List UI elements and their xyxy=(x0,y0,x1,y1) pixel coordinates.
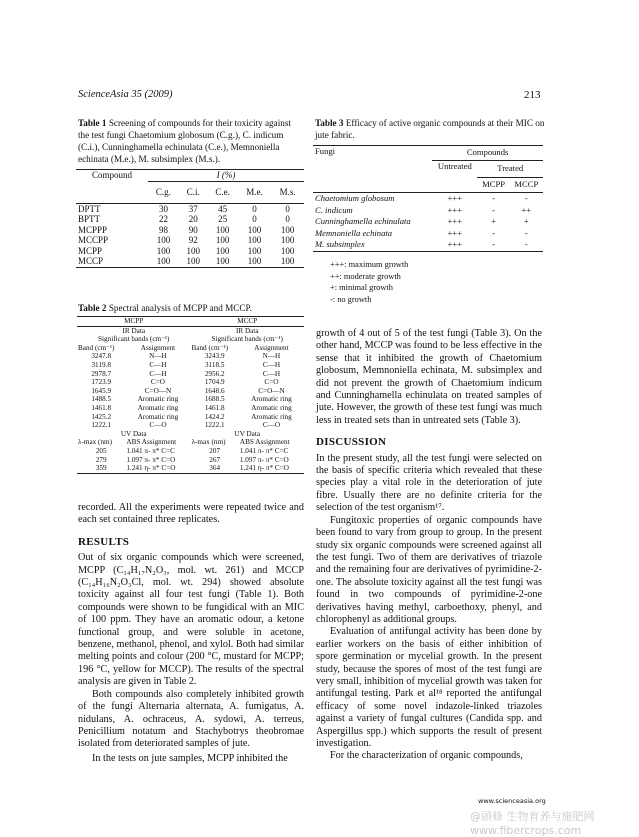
cell: 100 xyxy=(186,256,200,266)
legend-item: +: minimal growth xyxy=(330,283,393,292)
table3-caption-label: Table 3 xyxy=(315,118,344,128)
table-row xyxy=(77,352,304,361)
compound-name: DPTT xyxy=(78,203,101,214)
lmax: 364 xyxy=(209,464,221,473)
table-row xyxy=(77,464,304,473)
cell: 0 xyxy=(252,214,257,224)
abs-assignment: 1.041 π- π* C=C xyxy=(239,446,289,455)
compound-name: BPTT xyxy=(78,214,101,224)
watermark: @頭條 生物育养与施肥网 www.fibercrops.com xyxy=(470,810,595,837)
cell: +++ xyxy=(447,216,463,226)
band: 1688.5 xyxy=(204,395,225,404)
table1-subheader: C.e. xyxy=(208,181,238,203)
table1-header-group: I (%) xyxy=(216,170,236,180)
legend-item: ++: moderate growth xyxy=(330,271,401,281)
section-heading-discussion: DISCUSSION xyxy=(316,436,387,449)
cell: 100 xyxy=(215,224,230,235)
table1-subheader: C.i. xyxy=(179,181,208,203)
assignment: C—H xyxy=(262,369,281,378)
band: 1424.2 xyxy=(204,412,225,421)
band: 1222.1 xyxy=(91,421,112,430)
cell: 20 xyxy=(188,214,198,224)
table-row xyxy=(77,413,304,422)
cell: + xyxy=(491,216,496,226)
lmax: 279 xyxy=(95,455,107,464)
abs-assignment: 1.241 η- π* C=O xyxy=(239,464,289,473)
table-row xyxy=(77,387,304,396)
compound-name: MCPP xyxy=(78,245,103,256)
fungus-name: M. subsimplex xyxy=(315,239,365,249)
cell: 37 xyxy=(188,203,198,214)
table3 xyxy=(313,145,543,252)
lmax: 207 xyxy=(209,446,221,455)
band: 3247.8 xyxy=(91,352,112,361)
band: 1222.1 xyxy=(204,421,225,430)
table-row xyxy=(77,456,304,465)
cell: 90 xyxy=(188,224,198,235)
paragraph: In the present study, all the test fungi were selected on the basis of specific criteria which revealed that these species play a vital role in the deterioration of jute fibre. Usually there are no definite criteria for the selection of the test organism¹⁷. xyxy=(316,452,542,514)
table-row xyxy=(313,205,543,217)
cell: 100 xyxy=(280,245,295,256)
table-row xyxy=(76,203,304,214)
assignment: N—H xyxy=(262,352,281,361)
table-row xyxy=(76,235,304,246)
paragraph: For the characterization of organic compounds, xyxy=(330,750,523,762)
table-row xyxy=(77,395,304,404)
cell: 100 xyxy=(186,245,200,256)
cell: - xyxy=(492,239,495,249)
band: 2956.2 xyxy=(204,369,225,378)
compound-name: MCPPP xyxy=(78,224,108,235)
table-row xyxy=(76,214,304,225)
page-number: 213 xyxy=(524,89,541,101)
table-row xyxy=(76,256,304,267)
fungus-name: Memnoniella echinata xyxy=(315,227,393,238)
table3-header-treated: Treated xyxy=(477,161,543,178)
cell: 100 xyxy=(215,245,230,256)
table3-header-mccp: MCCP xyxy=(510,178,543,193)
cell: - xyxy=(524,193,528,203)
cell: 0 xyxy=(252,203,257,214)
left-column xyxy=(78,502,304,765)
paragraph: recorded. All the experiments were repeated twice and each set contained three replicates. xyxy=(78,502,304,526)
table3-header-fungi: Fungi xyxy=(315,146,336,156)
abs-assignment: 1.097 π- π* C=O xyxy=(126,455,176,464)
running-header: ScienceAsia 35 (2009) xyxy=(78,89,173,100)
table-row xyxy=(313,193,543,205)
band: 1648.6 xyxy=(204,386,225,395)
table-row xyxy=(76,246,304,257)
table2-caption-label: Table 2 xyxy=(78,303,107,313)
table-row xyxy=(77,361,304,370)
abs-header: ABS Assignment xyxy=(239,438,290,447)
table2-header-mcpp: MCPP xyxy=(124,317,144,325)
paragraph: Fungitoxic properties of organic compounds have been found to vary from group to group. In the present study six organic compounds were screened against all the test fungi. Two of them are derivatives of triazole and the remaining four are derivatives of pyrimidine-2-one. The absolute toxicity against all the test fungi was found in two compounds of pyrimidine-2-one derivatives having methyl, carboethoxy, phenyl, and chlorophenyl as additional groups. xyxy=(316,514,542,625)
cell: +++ xyxy=(447,193,463,203)
assignment: Aromatic ring xyxy=(251,403,292,412)
lmax: 359 xyxy=(95,464,107,473)
table3-header-untreated: Untreated xyxy=(432,161,477,193)
assignment: Aromatic ring xyxy=(137,412,179,421)
table-row xyxy=(313,216,543,228)
lmax-header: λ-max (nm) xyxy=(78,438,113,447)
cell: ++ xyxy=(521,204,532,215)
cell: 100 xyxy=(215,256,230,266)
band: 1461.8 xyxy=(91,403,112,412)
assignment: C—O xyxy=(262,421,281,430)
cell: - xyxy=(524,227,528,238)
table3-caption xyxy=(315,117,545,141)
lmax: 267 xyxy=(209,455,221,464)
paragraph: Evaluation of antifungal activity has been done by earlier workers on the basis of either inhibition of spore germination or mycelial growth. In the present study, because the spores of most of the test fungi are very small, inhibition of mycelial growth was taken for antifungal testing. Park et al¹⁸ reported the antifungal efficacy of some novel indazole-linked triazoles against a variety of fungal cultures (Candida spp. and Aspergillus spp.) which supports the result of present investigation. xyxy=(316,626,542,749)
assignment: C=O xyxy=(150,378,165,387)
band: 1461.8 xyxy=(204,403,225,412)
ir-subtitle: Significant bands (cm⁻¹) xyxy=(211,335,283,344)
band: 3119.8 xyxy=(91,360,111,369)
cell: + xyxy=(523,216,529,226)
table1-subheader: M.e. xyxy=(238,181,271,203)
uv-title: UV Data xyxy=(234,429,261,438)
cell: 100 xyxy=(280,256,295,266)
cell: 100 xyxy=(215,235,230,245)
abs-assignment: 1.241 η- π* C=O xyxy=(126,464,176,473)
lmax: 205 xyxy=(95,446,107,455)
fungus-name: Cunninghamella echinulata xyxy=(315,216,411,226)
band: 2978.7 xyxy=(91,369,112,378)
fungus-name: C. indicum xyxy=(315,204,353,215)
cell: 100 xyxy=(156,245,171,256)
table3-header-compounds: Compounds xyxy=(466,147,509,158)
cell: 22 xyxy=(158,214,168,224)
paragraph: growth of 4 out of 5 of the test fungi (Table 3). On the other hand, MCCP was found to be less effective in the sense that it inhibited the growth of Chaetomium globosum, Memnoniella echinata, M. subsimplex and did not prevent the growth of Chaetomium indicum and Cunninghamella echinulata on treated samples of jute. However, the growth of these test fungi was much less in treated sets than in untreated sets (Table 3). xyxy=(316,328,542,426)
cell: 30 xyxy=(158,203,168,214)
table2 xyxy=(77,316,304,474)
table1-header-compound: Compound xyxy=(91,170,132,180)
abs-header: ABS Assignment xyxy=(126,438,177,447)
table-row xyxy=(313,228,543,240)
cell: 100 xyxy=(247,224,262,235)
cell: 0 xyxy=(285,214,290,224)
lmax-header: λ-max (nm) xyxy=(191,438,226,447)
band-header: Band (cm⁻¹) xyxy=(191,343,228,352)
table3-caption-text: Efficacy of active organic compounds at their MIC on jute fabric. xyxy=(315,118,545,140)
cell: - xyxy=(492,227,495,238)
cell: 100 xyxy=(280,224,295,235)
table1-subheader: C.g. xyxy=(148,181,179,203)
cell: 45 xyxy=(218,203,228,214)
band: 3118.5 xyxy=(204,360,225,369)
table1-caption-label: Table 1 xyxy=(78,118,107,128)
assignment-header: Assignment xyxy=(254,343,289,352)
compound-name: MCCPP xyxy=(78,235,109,245)
assignment: Aromatic ring xyxy=(251,395,292,404)
band: 3243.9 xyxy=(204,352,225,361)
cell: +++ xyxy=(447,227,463,238)
right-column xyxy=(316,328,542,763)
section-heading-results: RESULTS xyxy=(78,535,130,548)
assignment: C—O xyxy=(149,421,167,430)
cell: 100 xyxy=(247,256,262,266)
paragraph: Out of six organic compounds which were screened, MCPP (C₁₄H₁₇N₂O₃, mol. wt. 261) and MCCP (C₁₄H₁₆N₂O₃Cl, mol. wt. 294) showed absolute toxicity against all four test fungi (Table 1). Both compounds were shown to be fungidical with an MIC of 100 ppm. They have an aromatic odour, a ketone functional group, and were soluble in acetone, benzene, methanol, phenol, and xylol. Both had similar melting points and colour (200 °C, mustard for MCPP; 196 °C, yellow for MCCP). The results of the spectral analysis are given in Table 2. xyxy=(78,552,304,688)
table-row xyxy=(76,225,304,236)
cell: 25 xyxy=(218,214,228,224)
table3-legend xyxy=(330,259,408,305)
fungus-name: Chaetomium globosum xyxy=(315,193,395,203)
band: 1488.5 xyxy=(91,395,112,404)
assignment: Aromatic ring xyxy=(137,403,179,412)
ir-title: IR Data xyxy=(122,326,146,335)
table-row xyxy=(77,447,304,456)
assignment: C—H xyxy=(149,360,167,369)
paragraph: In the tests on jute samples, MCPP inhibited the xyxy=(92,752,288,764)
cell: +++ xyxy=(447,204,463,215)
assignment: C—H xyxy=(149,369,167,378)
cell: 100 xyxy=(156,235,171,245)
cell: 100 xyxy=(280,235,295,245)
band: 1645.9 xyxy=(91,386,112,395)
table1-caption-text: Screening of compounds for their toxicity against the test fungi Chaetomium globosum (C.g.), C. indicum (C.i.), Cunninghamella echinulata (C.e.), Memnoniella echinata (M.e.), M. subsimplex (M.s.). xyxy=(78,118,291,164)
cell: 98 xyxy=(158,224,168,235)
cell: - xyxy=(492,193,495,203)
band: 1723.9 xyxy=(91,378,112,387)
cell: - xyxy=(524,239,528,249)
table2-header-mccp: MCCP xyxy=(237,317,258,325)
abs-assignment: 1.041 π- π* C=C xyxy=(126,446,175,455)
compound-name: MCCP xyxy=(78,256,104,266)
table-row xyxy=(77,421,304,430)
cell: 0 xyxy=(285,203,290,214)
table1 xyxy=(76,169,304,268)
table1-subheader: M.s. xyxy=(271,181,304,203)
table-row xyxy=(77,378,304,387)
table2-caption-text: Spectral analysis of MCPP and MCCP. xyxy=(108,303,252,313)
assignment: Aromatic ring xyxy=(251,412,292,421)
cell: 92 xyxy=(188,235,198,245)
cell: 100 xyxy=(156,256,171,266)
cell: +++ xyxy=(447,239,463,249)
uv-title: UV Data xyxy=(120,429,147,438)
table2-caption xyxy=(78,302,304,314)
band: 1425.2 xyxy=(91,412,112,421)
assignment: C—H xyxy=(262,360,281,369)
paragraph: Both compounds also completely inhibited growth of the fungi Alternaria alternata, A. fumigatus, A. nidulans, A. ochraceus, A. sydowi, A. terreus, Penicillium notatum and Stachybotrys theobromae isolated from deteriorated samples of jute. xyxy=(78,688,304,750)
cell: 100 xyxy=(247,235,262,245)
abs-assignment: 1.097 π- π* C=O xyxy=(239,455,289,464)
table-row xyxy=(77,370,304,379)
assignment: N—H xyxy=(149,352,167,361)
cell: - xyxy=(492,204,495,215)
ir-subtitle: Significant bands (cm⁻¹) xyxy=(98,335,170,344)
table1-caption xyxy=(78,117,304,165)
assignment: C=O—N xyxy=(144,386,172,395)
assignment: Aromatic ring xyxy=(137,395,179,404)
cell: 100 xyxy=(247,245,262,256)
table-row xyxy=(77,404,304,413)
legend-item: +++: maximum growth xyxy=(330,260,409,269)
table3-header-mcpp: MCPP xyxy=(477,178,509,193)
band-header: Band (cm⁻¹) xyxy=(78,343,115,352)
band: 1704.9 xyxy=(204,378,225,387)
ir-title: IR Data xyxy=(235,326,259,335)
legend-item: -: no growth xyxy=(330,294,372,304)
assignment: C=O xyxy=(264,378,279,387)
footer-url: www.scienceasia.org xyxy=(478,797,546,805)
assignment-header: Assignment xyxy=(140,343,176,352)
assignment: C=O—N xyxy=(258,386,285,395)
table-row xyxy=(313,239,543,251)
